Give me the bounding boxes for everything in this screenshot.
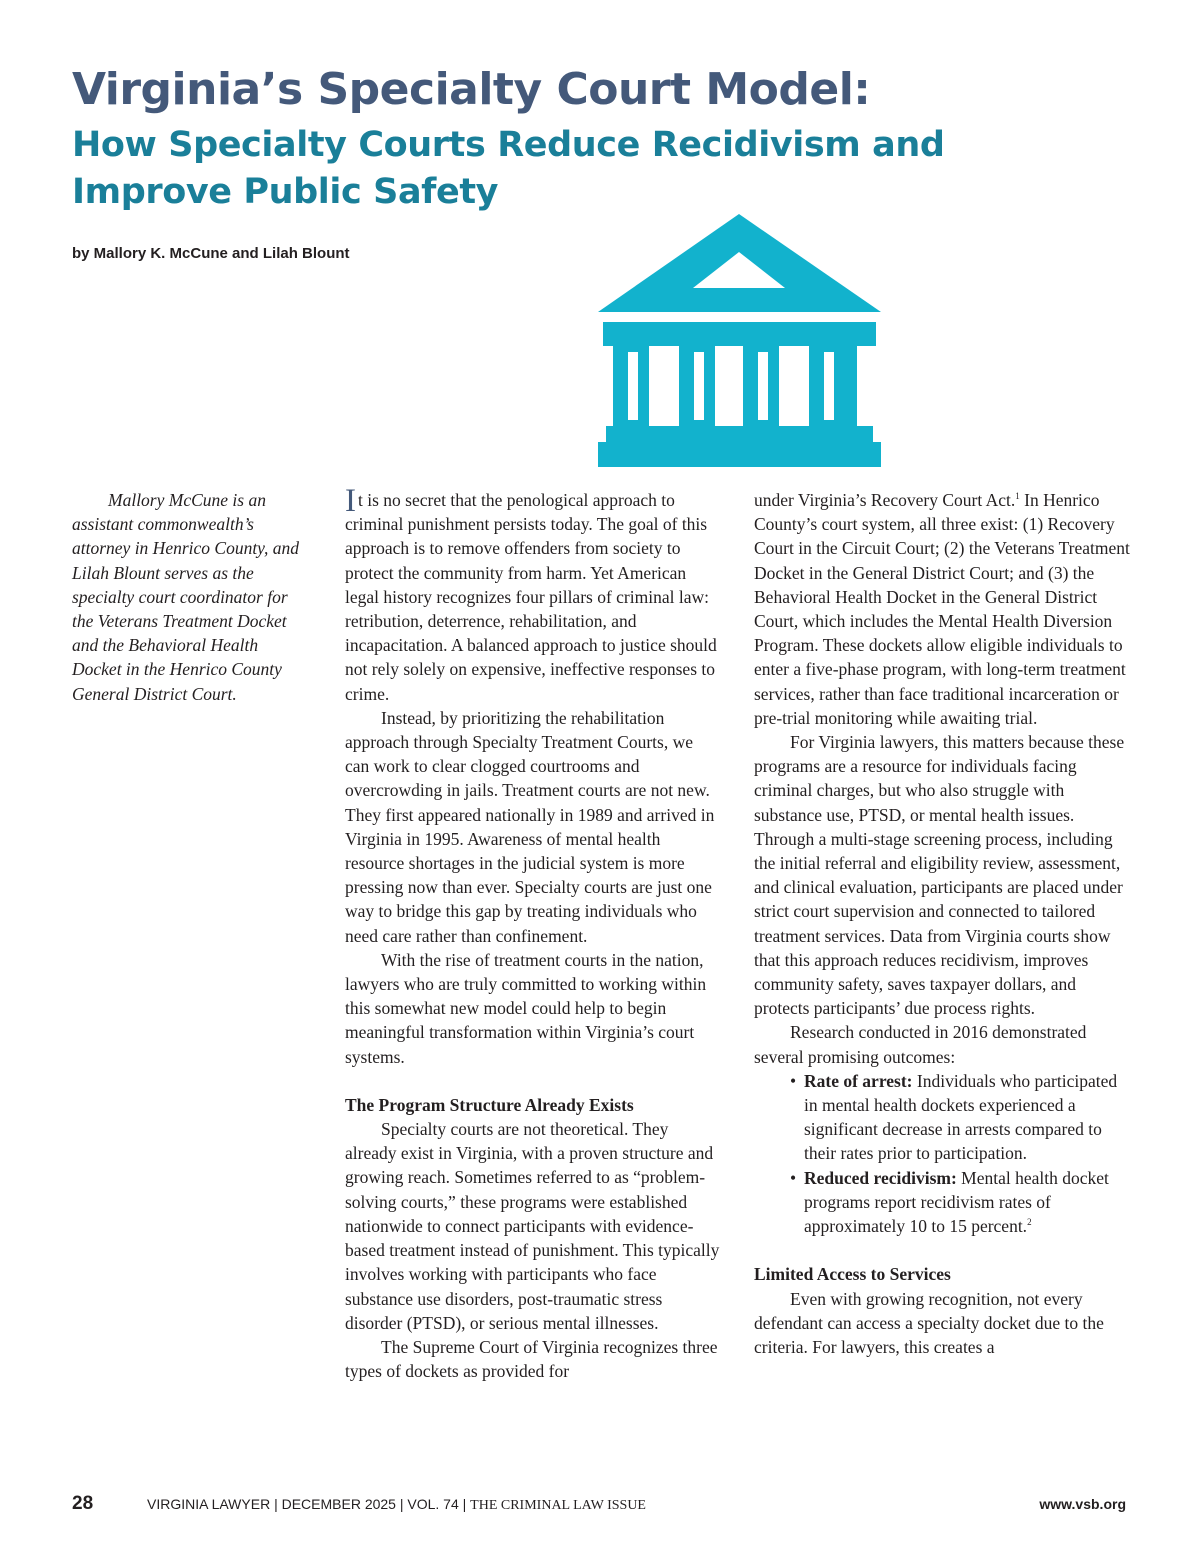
issue-name: THE CRIMINAL LAW ISSUE <box>470 1498 646 1513</box>
paragraph: For Virginia lawyers, this matters because these programs are a resource for individuals facing criminal charges, but who also struggle with substance use, PTSD, or mental health issues. Through a multi-stage screening process, including the initial referral and eligibility review, assessment, and clinical evaluation, participants are placed under strict court supervision and connected to tailored treatment services. Data from Virginia courts show that this approach reduces recidivism, improves community safety, saves taxpayer dollars, and protects participants’ due process rights. <box>754 732 1125 1019</box>
article-title: Virginia’s Specialty Court Model: <box>72 64 871 115</box>
website-link[interactable]: www.vsb.org <box>1039 1496 1126 1512</box>
section-heading: The Program Structure Already Exists <box>345 1094 634 1115</box>
courthouse-steps <box>598 442 881 467</box>
article-column-1 <box>345 483 720 1383</box>
courthouse-entablature <box>603 322 876 346</box>
paragraph: Even with growing recognition, not every defendant can access a specialty docket due to the criteria. For lawyers, this creates a <box>754 1288 1104 1357</box>
article-subtitle: How Specialty Courts Reduce Recidivism and Improve Public Safety <box>72 125 945 212</box>
courthouse-icon <box>598 214 881 467</box>
list-item: • Rate of arrest: Individuals who participated in mental health dockets experienced a significant decrease in arrests compared to their rates prior to participation. <box>790 1070 1118 1164</box>
author-bio <box>72 488 304 706</box>
masthead: VIRGINIA LAWYER | DECEMBER 2025 | VOL. 74 | THE CRIMINAL LAW ISSUE <box>147 1496 646 1513</box>
courthouse-column <box>845 346 857 426</box>
byline: by Mallory K. McCune and Lilah Blount <box>72 245 350 262</box>
paragraph: under Virginia’s Recovery Court Act.$^1$ In Henrico County’s court system, all three exist: (1) Recovery Court in the Circuit Court; (2) the Veterans Treatment Docket in the General District Court; and (3) the Behavioral Health Docket in the General District Court, which includes the Mental Health Diversion Program. These dockets allow eligible individuals to enter a five-phase program, with long-term treatment services, rather than face traditional incarceration or pre-trial monitoring while awaiting trial. <box>754 490 1130 728</box>
page-footer <box>0 1493 1200 1517</box>
paragraph: With the rise of treatment courts in the nation, lawyers who are truly committed to working within this somewhat new model could help to begin meaningful transformation within Virginia’s court systems. <box>345 949 707 1067</box>
paragraph: Research conducted in 2016 demonstrated several promising outcomes: <box>754 1022 1087 1067</box>
paragraph: Instead, by prioritizing the rehabilitation approach through Specialty Treatment Courts, we can work to clear clogged courtrooms and overcrowding in jails. Treatment courts are not new. They first appeared nationally in 1989 and arrived in Virginia in 1995. Awareness of mental health resource shortages in the judicial system is more pressing now than ever. Specialty courts are just one way to bridge this gap by treating individuals who need care rather than confinement. <box>345 707 715 946</box>
section-heading: Limited Access to Services <box>754 1264 951 1285</box>
paragraph: Specialty courts are not theoretical. They already exist in Virginia, with a proven structure and growing reach. Sometimes referred to as “problem-solving courts,” these programs were established nationwide to connect participants with evidence-based treatment instead of punishment. This typically involves working with participants who face substance use disorders, post-traumatic stress disorder (PTSD), or serious mental illnesses. <box>345 1119 720 1333</box>
author-bio-text: Mallory McCune is an assistant commonwealth’s attorney in Henrico County, and Lilah Blount serves as the specialty court coordinator for the Veterans Treatment Docket and the Behavioral Health Docket in the Henrico County General District Court. <box>72 490 299 704</box>
page-number: 28 <box>72 1493 94 1514</box>
paragraph: The Supreme Court of Virginia recognizes three types of dockets as provided for <box>345 1336 718 1382</box>
footnote-ref: 2 <box>1027 1217 1032 1228</box>
footnote-ref: 1 <box>1015 491 1020 501</box>
article-column-2 <box>754 488 1134 1359</box>
list-item: • Reduced recidivism: Mental health docket programs report recidivism rates of approximately 10 to 15 percent.$^2$ <box>790 1167 1109 1237</box>
outcomes-list <box>754 1069 1134 1238</box>
paragraph: It is no secret that the penological approach to criminal punishment persists today. The goal of this approach is to remove offenders from society to protect the community from harm. Yet American legal history recognizes four pillars of criminal law: retribution, deterrence, rehabilitation, and incapacitation. A balanced approach to justice should not rely solely on expensive, ineffective responses to crime. <box>345 483 717 704</box>
courthouse-base <box>606 426 873 442</box>
drop-cap: I <box>345 483 356 519</box>
